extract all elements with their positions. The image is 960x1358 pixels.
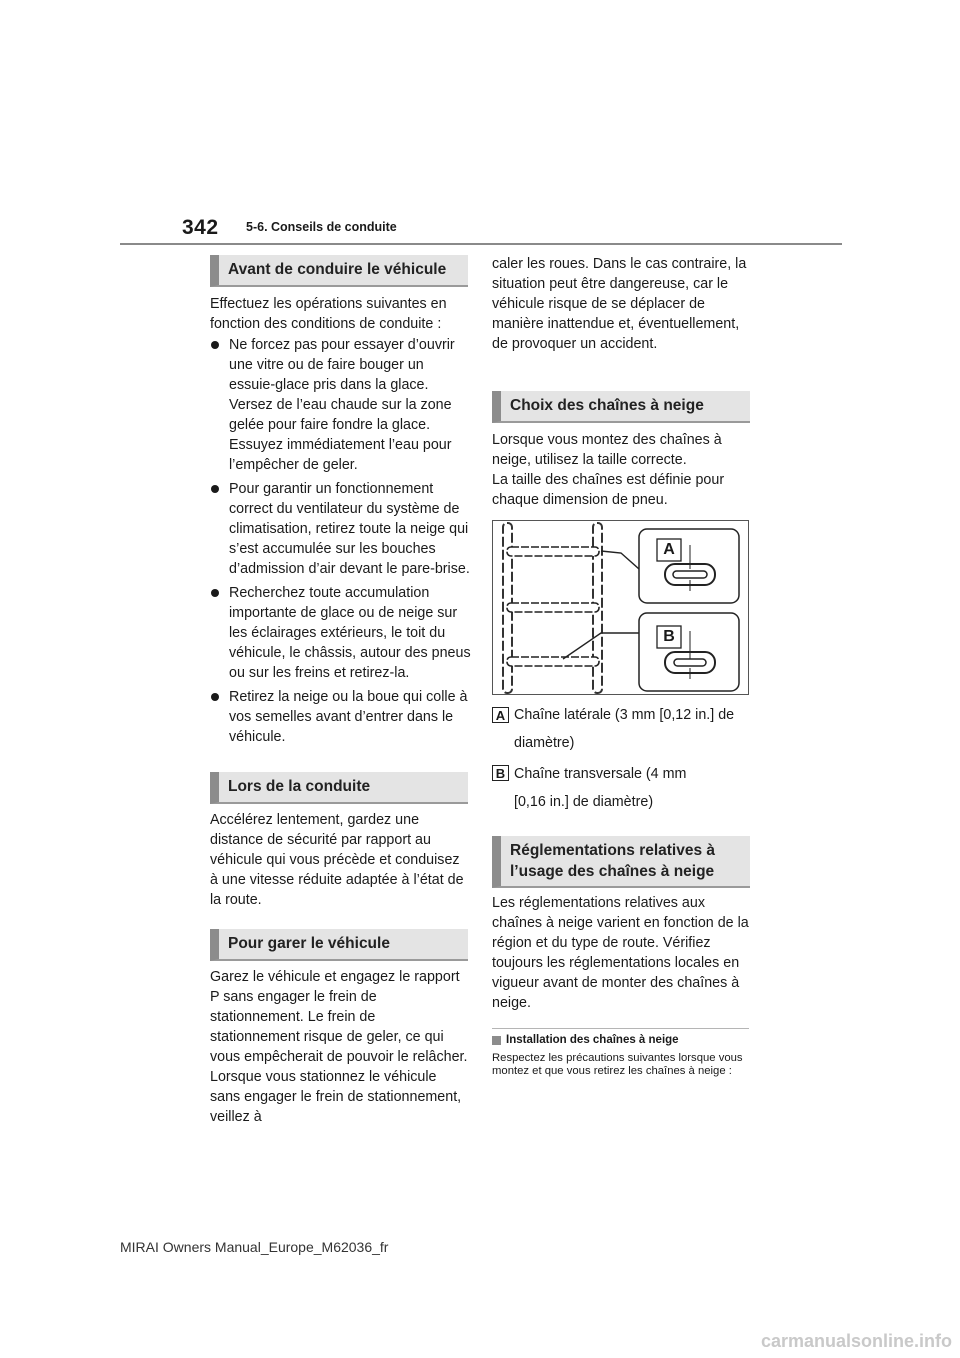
subsection-divider: [492, 1028, 749, 1029]
list-item: Ne forcez pas pour essayer d’ouvrir une vitre ou de faire bouger un essuie-glace pris dans la glace. Versez de l’eau chaude sur la zone gelée pour faire fondre la glace. Essuyez immédiatement l’eau pour l’empêcher de geler.: [210, 335, 472, 475]
title-choix-des-chaines: Choix des chaînes à neige: [492, 391, 750, 423]
legend-a-line1: Chaîne latérale (3 mm [0,12 in.] de: [514, 707, 735, 723]
avant-intro-text: Effectuez les opérations suivantes en fonction des conditions de conduite :: [210, 296, 447, 332]
avant-bullet-list: [210, 335, 472, 751]
legend-b-line2: [0,16 in.] de diamètre): [514, 794, 654, 810]
snow-chain-illustration: [492, 520, 749, 695]
legend-badge-b: B: [492, 765, 509, 781]
bullet-icon: [211, 589, 219, 597]
list-item: Pour garantir un fonctionnement correct du ventilateur du système de climatisation, retirez toute la neige qui s’est accumulée sur les bouches d’admission d’air devant le pare-brise.: [210, 479, 472, 579]
title-avant-de-conduire: Avant de conduire le véhicule: [210, 255, 468, 287]
installation-text: Respectez les précautions suivantes lorsque vous montez et que vous retirez les chaînes à neige :: [492, 1052, 743, 1077]
garer-text: Garez le véhicule et engagez le rapport P sans engager le frein de stationnement. Le frein de stationnement risque de geler, ce qui vous empêcherait de pouvoir le relâcher. Lorsque vous stationnez le véhicule sans engager le frein de stationnement, veillez à: [210, 969, 468, 1125]
choix-text-2: La taille des chaînes est définie pour chaque dimension de pneu.: [492, 472, 725, 508]
bullet-icon: [211, 485, 219, 493]
watermark: carmanualsonline.info: [760, 1331, 952, 1351]
section-heading: 5-6. Conseils de conduite: [246, 220, 397, 234]
reglementations-title-line2: l’usage des chaînes à neige: [510, 863, 715, 880]
lors-text: Accélérez lentement, gardez une distance de sécurité par rapport au véhicule qui vous précède et conduisez à une vitesse réduite adaptée à l’état de la route.: [210, 812, 464, 908]
figure-label-b: B: [663, 628, 675, 645]
list-item: Retirez la neige ou la boue qui colle à vos semelles avant d’entrer dans le véhicule.: [210, 687, 472, 747]
legend-a-line2: diamètre): [514, 735, 575, 751]
footer-manual-id: MIRAI Owners Manual_Europe_M62036_fr: [120, 1239, 389, 1255]
square-bullet-icon: [492, 1036, 501, 1045]
reglementations-text: Les réglementations relatives aux chaînes à neige varient en fonction de la région et du type de route. Vérifiez toujours les réglementations locales en vigueur avant de monter des chaînes à neige.: [492, 895, 749, 1011]
title-reglementations: [492, 836, 750, 888]
bullet-icon: [211, 341, 219, 349]
installation-subtitle: Installation des chaînes à neige: [492, 1034, 679, 1046]
legend-b-line1: Chaîne transversale (4 mm: [514, 766, 687, 782]
title-lors-de-la-conduite: Lors de la conduite: [210, 772, 468, 804]
title-pour-garer: Pour garer le véhicule: [210, 929, 468, 961]
page-number: 342: [182, 216, 219, 239]
choix-text-1: Lorsque vous montez des chaînes à neige, utilisez la taille correcte.: [492, 432, 722, 468]
legend-badge-a: A: [492, 707, 509, 723]
header-divider: [120, 243, 842, 245]
list-item: Recherchez toute accumulation importante de glace ou de neige sur les éclairages extérieurs, le toit du véhicule, le châssis, autour des pneus ou sur les freins et retirez-la.: [210, 583, 472, 683]
continuation-text: caler les roues. Dans le cas contraire, la situation peut être dangereuse, car le véhicule risque de se déplacer de manière inattendue et, éventuellement, de provoquer un accident.: [492, 256, 747, 352]
figure-label-a: A: [663, 541, 675, 558]
reglementations-title-line1: Réglementations relatives à: [510, 842, 716, 859]
bullet-icon: [211, 693, 219, 701]
snow-chain-drawing: [493, 521, 748, 694]
